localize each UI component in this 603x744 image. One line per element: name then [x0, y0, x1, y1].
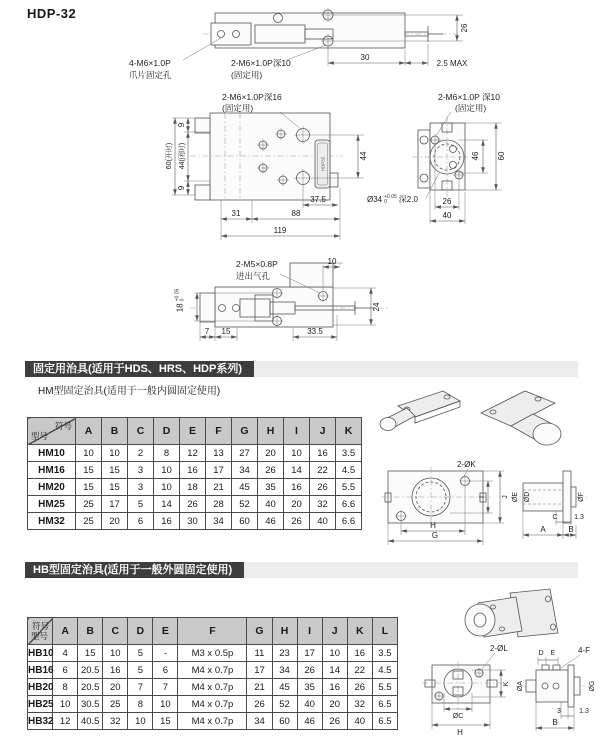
table-cell: 25: [103, 696, 128, 713]
table-cell: 5.5: [336, 479, 362, 496]
dim-e: E: [550, 650, 556, 657]
table-row: [28, 662, 398, 679]
front-and-end-view-drawing: [168, 88, 603, 250]
table-row: [28, 513, 362, 530]
note-front-thread: 2-M6×1.0P深16: [222, 92, 282, 102]
table-cell: M4 x 0.7p: [178, 713, 247, 730]
table-cell: 46: [258, 513, 284, 530]
table-cell: 3.5: [336, 445, 362, 462]
table-cell: 34: [232, 462, 258, 479]
dim-h-hb: H: [457, 728, 463, 737]
note-front-use: (固定用): [222, 103, 254, 113]
model-cell: HB20: [28, 679, 53, 696]
table-cell: 3: [128, 462, 154, 479]
dim-h: H: [430, 521, 436, 530]
table-cell: 26: [180, 496, 206, 513]
table-cell: 30.5: [78, 696, 103, 713]
dim-18-tol-upper: +0.05: [174, 288, 181, 302]
dim-b-hb: B: [552, 718, 558, 727]
table-corner-symbol-model: [28, 418, 76, 445]
label-2-ol: 2-ØL: [490, 644, 508, 653]
table-cell: 10: [154, 462, 180, 479]
table-cell: 6.5: [372, 696, 397, 713]
dim-j: J: [502, 495, 509, 499]
table-cell: 16: [322, 679, 347, 696]
section-header-fixtures: [25, 361, 578, 377]
table-cell: 25: [76, 496, 102, 513]
column-header: C: [128, 418, 154, 445]
column-header: I: [284, 418, 310, 445]
dim-119: 119: [273, 226, 287, 235]
table-cell: 45: [232, 479, 258, 496]
table-cell: M4 x 0.7p: [178, 679, 247, 696]
model-cell: HM32: [28, 513, 76, 530]
dim-18: 18: [175, 303, 185, 313]
column-header: G: [247, 618, 272, 645]
table-cell: 3.5: [372, 645, 397, 662]
corner-model-label: 型号: [31, 631, 49, 641]
table-cell: 30: [180, 513, 206, 530]
table-cell: 26: [258, 462, 284, 479]
column-header: H: [258, 418, 284, 445]
table-cell: 21: [247, 679, 272, 696]
dim-oc: ØC: [452, 713, 464, 720]
table-cell: 32: [310, 496, 336, 513]
table-cell: 10: [154, 479, 180, 496]
column-header: D: [154, 418, 180, 445]
nameplate-text: HDP32: [320, 156, 326, 172]
table-cell: 10: [103, 645, 128, 662]
hb-fixture-diagram: [398, 585, 603, 744]
column-header: B: [102, 418, 128, 445]
dim-b: B: [568, 525, 574, 534]
model-cell: HB16: [28, 662, 53, 679]
table-cell: 16: [103, 662, 128, 679]
dim-37-5: 37.5: [310, 195, 326, 204]
table-cell: 16: [180, 462, 206, 479]
table-cell: 7: [128, 679, 153, 696]
table-cell: 5.5: [372, 679, 397, 696]
table-cell: 3: [128, 479, 154, 496]
table-cell: 15: [102, 462, 128, 479]
table-cell: 17: [206, 462, 232, 479]
table-cell: 16: [284, 479, 310, 496]
dim-1-3: 1.3: [574, 514, 584, 521]
dim-18-tol-lower: 0: [178, 298, 185, 302]
table-cell: 4.5: [372, 662, 397, 679]
hm-fixture-diagram: [373, 383, 603, 545]
corner-symbol-label: 符号: [32, 621, 50, 631]
column-header: K: [347, 618, 372, 645]
bore-note: [367, 194, 418, 205]
table-cell: 26: [297, 662, 322, 679]
column-header: F: [206, 418, 232, 445]
table-cell: 35: [297, 679, 322, 696]
table-row: [28, 445, 362, 462]
dim-2-5-max: 2.5 MAX: [436, 59, 468, 68]
bore-tol-lower: 0: [384, 198, 387, 205]
table-cell: 40: [297, 696, 322, 713]
table-cell: 28: [206, 496, 232, 513]
table-cell: 6: [153, 662, 178, 679]
table-cell: 18: [180, 479, 206, 496]
table-cell: 14: [322, 662, 347, 679]
dim-15: 15: [221, 327, 231, 336]
bore-tol-upper: +0.05: [384, 194, 397, 200]
table-cell: 5: [128, 662, 153, 679]
table-cell: 40.5: [78, 713, 103, 730]
corner-symbol-label: 符号: [54, 421, 72, 431]
table-cell: M4 x 0.7p: [178, 662, 247, 679]
dim-oa: ØA: [517, 680, 524, 692]
table-cell: 40: [310, 513, 336, 530]
corner-model-label: 型号: [31, 431, 49, 441]
table-cell: 15: [102, 479, 128, 496]
table-cell: 34: [272, 662, 297, 679]
dim-40: 40: [442, 211, 452, 220]
table-row: [28, 713, 398, 730]
model-cell: HB32: [28, 713, 53, 730]
table-cell: 34: [206, 513, 232, 530]
model-cell: HM16: [28, 462, 76, 479]
table-cell: 26: [322, 713, 347, 730]
table-cell: -: [153, 645, 178, 662]
table-cell: 23: [272, 645, 297, 662]
table-cell: 60: [272, 713, 297, 730]
label-2-ok: 2-ØK: [457, 460, 476, 469]
table-cell: 10: [128, 713, 153, 730]
table-cell: 20: [322, 696, 347, 713]
page-title: HDP-32: [27, 6, 77, 21]
dim-46: 46: [471, 151, 480, 161]
table-cell: 45: [272, 679, 297, 696]
model-cell: HB25: [28, 696, 53, 713]
table-cell: 15: [78, 645, 103, 662]
bore-depth: 深2.0: [398, 195, 418, 204]
table-cell: 40: [347, 713, 372, 730]
column-header: D: [128, 618, 153, 645]
table-cell: 6.6: [336, 496, 362, 513]
column-header: E: [153, 618, 178, 645]
dim-1-3-hb: 1.3: [579, 708, 589, 715]
note-claw-thread: 4-M6×1.0P: [129, 58, 171, 68]
table-cell: 20: [258, 445, 284, 462]
column-header: J: [322, 618, 347, 645]
table-cell: 20: [102, 513, 128, 530]
table-cell: M4 x 0.7p: [178, 696, 247, 713]
table-cell: 32: [103, 713, 128, 730]
table-cell: 20: [103, 679, 128, 696]
table-cell: 52: [232, 496, 258, 513]
table-cell: 4.5: [336, 462, 362, 479]
table-cell: 10: [322, 645, 347, 662]
dim-44-closed: 44(闭时): [179, 142, 186, 170]
table-cell: 17: [102, 496, 128, 513]
column-header: F: [178, 618, 247, 645]
section-header-hb: [25, 562, 578, 578]
dim-9-bottom: 9: [177, 185, 186, 191]
dim-g: G: [431, 531, 439, 540]
dim-10: 10: [327, 257, 337, 266]
dim-a: A: [540, 525, 546, 534]
table-cell: 16: [347, 645, 372, 662]
column-header: A: [53, 618, 78, 645]
dim-31: 31: [231, 209, 241, 218]
hm-spec-table: [27, 417, 362, 530]
column-header: I: [297, 618, 322, 645]
table-cell: 27: [232, 445, 258, 462]
dim-33-5: 33.5: [307, 327, 323, 336]
table-cell: 10: [102, 445, 128, 462]
table-cell: 5: [128, 496, 154, 513]
model-cell: HB10: [28, 645, 53, 662]
table-cell: 60: [232, 513, 258, 530]
table-cell: 26: [247, 696, 272, 713]
column-header: H: [272, 618, 297, 645]
table-cell: 2: [128, 445, 154, 462]
model-cell: HM10: [28, 445, 76, 462]
table-cell: 10: [284, 445, 310, 462]
table-cell: 26: [284, 513, 310, 530]
dim-od: ØD: [524, 491, 531, 503]
column-header: C: [103, 618, 128, 645]
dim-60-open: 60(开时): [166, 142, 173, 170]
table-cell: 26: [310, 479, 336, 496]
dim-d: D: [538, 650, 544, 657]
dim-44: 44: [359, 151, 368, 161]
model-cell: HM25: [28, 496, 76, 513]
column-header: E: [180, 418, 206, 445]
table-cell: 13: [206, 445, 232, 462]
table-cell: 35: [258, 479, 284, 496]
dim-24: 24: [372, 302, 381, 312]
dim-og: ØG: [589, 680, 596, 692]
top-view-drawing: [125, 8, 485, 84]
table-cell: 7: [153, 679, 178, 696]
table-cell: 15: [76, 479, 102, 496]
table-cell: 16: [154, 513, 180, 530]
port-pitch-dim: [175, 289, 184, 313]
table-cell: 20.5: [78, 679, 103, 696]
label-4-f: 4-F: [578, 646, 590, 655]
column-header: J: [310, 418, 336, 445]
table-cell: 32: [347, 696, 372, 713]
column-header: G: [232, 418, 258, 445]
dim-26: 26: [460, 23, 469, 33]
dim-88: 88: [291, 209, 301, 218]
port-view-drawing: [180, 255, 400, 350]
table-cell: M3 x 0.5p: [178, 645, 247, 662]
table-cell: 8: [53, 679, 78, 696]
table-cell: 14: [284, 462, 310, 479]
table-cell: 10: [153, 696, 178, 713]
table-cell: 6.5: [372, 713, 397, 730]
column-header: L: [372, 618, 397, 645]
table-cell: 22: [347, 662, 372, 679]
column-header: B: [78, 618, 103, 645]
dim-of: ØF: [578, 492, 585, 502]
hm-subtitle: HM型固定治具(适用于一般内圆固定使用): [38, 386, 221, 397]
table-row: [28, 696, 398, 713]
dim-26-end: 26: [442, 197, 452, 206]
table-cell: 52: [272, 696, 297, 713]
table-cell: 12: [53, 713, 78, 730]
note-fix-use: (固定用): [231, 70, 263, 80]
bore-dia: Ø34: [367, 195, 383, 204]
table-cell: 22: [310, 462, 336, 479]
note-end-use: (固定用): [455, 103, 487, 113]
table-cell: 11: [247, 645, 272, 662]
table-cell: 6: [53, 662, 78, 679]
column-header: K: [336, 418, 362, 445]
table-cell: 26: [347, 679, 372, 696]
table-row: [28, 496, 362, 513]
table-cell: 17: [297, 645, 322, 662]
table-row: [28, 645, 398, 662]
dim-k: K: [503, 681, 510, 687]
table-cell: 34: [247, 713, 272, 730]
table-cell: 17: [247, 662, 272, 679]
table-cell: 20.5: [78, 662, 103, 679]
note-port-thread: 2-M5×0.8P: [236, 259, 278, 269]
dim-oe: ØE: [512, 491, 519, 503]
table-cell: 8: [154, 445, 180, 462]
hb-spec-table: [27, 617, 398, 730]
table-row: [28, 462, 362, 479]
dim-9-top: 9: [177, 122, 186, 128]
table-corner-symbol-model: [28, 618, 53, 645]
table-cell: 21: [206, 479, 232, 496]
table-cell: 6.6: [336, 513, 362, 530]
table-cell: 15: [76, 462, 102, 479]
table-cell: 46: [297, 713, 322, 730]
table-cell: 14: [154, 496, 180, 513]
model-cell: HM20: [28, 479, 76, 496]
table-cell: 8: [128, 696, 153, 713]
table-cell: 10: [53, 696, 78, 713]
column-header: A: [76, 418, 102, 445]
table-cell: 6: [128, 513, 154, 530]
dim-7: 7: [204, 327, 210, 336]
table-cell: 12: [180, 445, 206, 462]
note-fix-thread: 2-M6×1.0P深10: [231, 58, 291, 68]
note-port-holes: 进出气孔: [236, 271, 271, 281]
dim-3: 3: [557, 708, 561, 715]
dim-30: 30: [360, 53, 370, 62]
section-header-fixtures-label: 固定用治具(适用于HDS、HRS、HDP系列): [25, 361, 254, 377]
table-cell: 40: [258, 496, 284, 513]
table-cell: 10: [76, 445, 102, 462]
table-cell: 20: [284, 496, 310, 513]
dim-c: C: [552, 514, 558, 521]
table-cell: 25: [76, 513, 102, 530]
table-row: [28, 679, 398, 696]
table-cell: 16: [310, 445, 336, 462]
table-cell: 15: [153, 713, 178, 730]
table-row: [28, 479, 362, 496]
table-cell: 5: [128, 645, 153, 662]
dim-60: 60: [497, 151, 506, 161]
note-end-thread: 2-M6×1.0P 深10: [438, 92, 500, 102]
section-header-hb-label: HB型固定治具(适用于一般外圆固定使用): [25, 562, 244, 578]
note-claw-holes: 爪片固定孔: [129, 70, 172, 80]
dim-i: I: [479, 496, 486, 498]
table-cell: 4: [53, 645, 78, 662]
